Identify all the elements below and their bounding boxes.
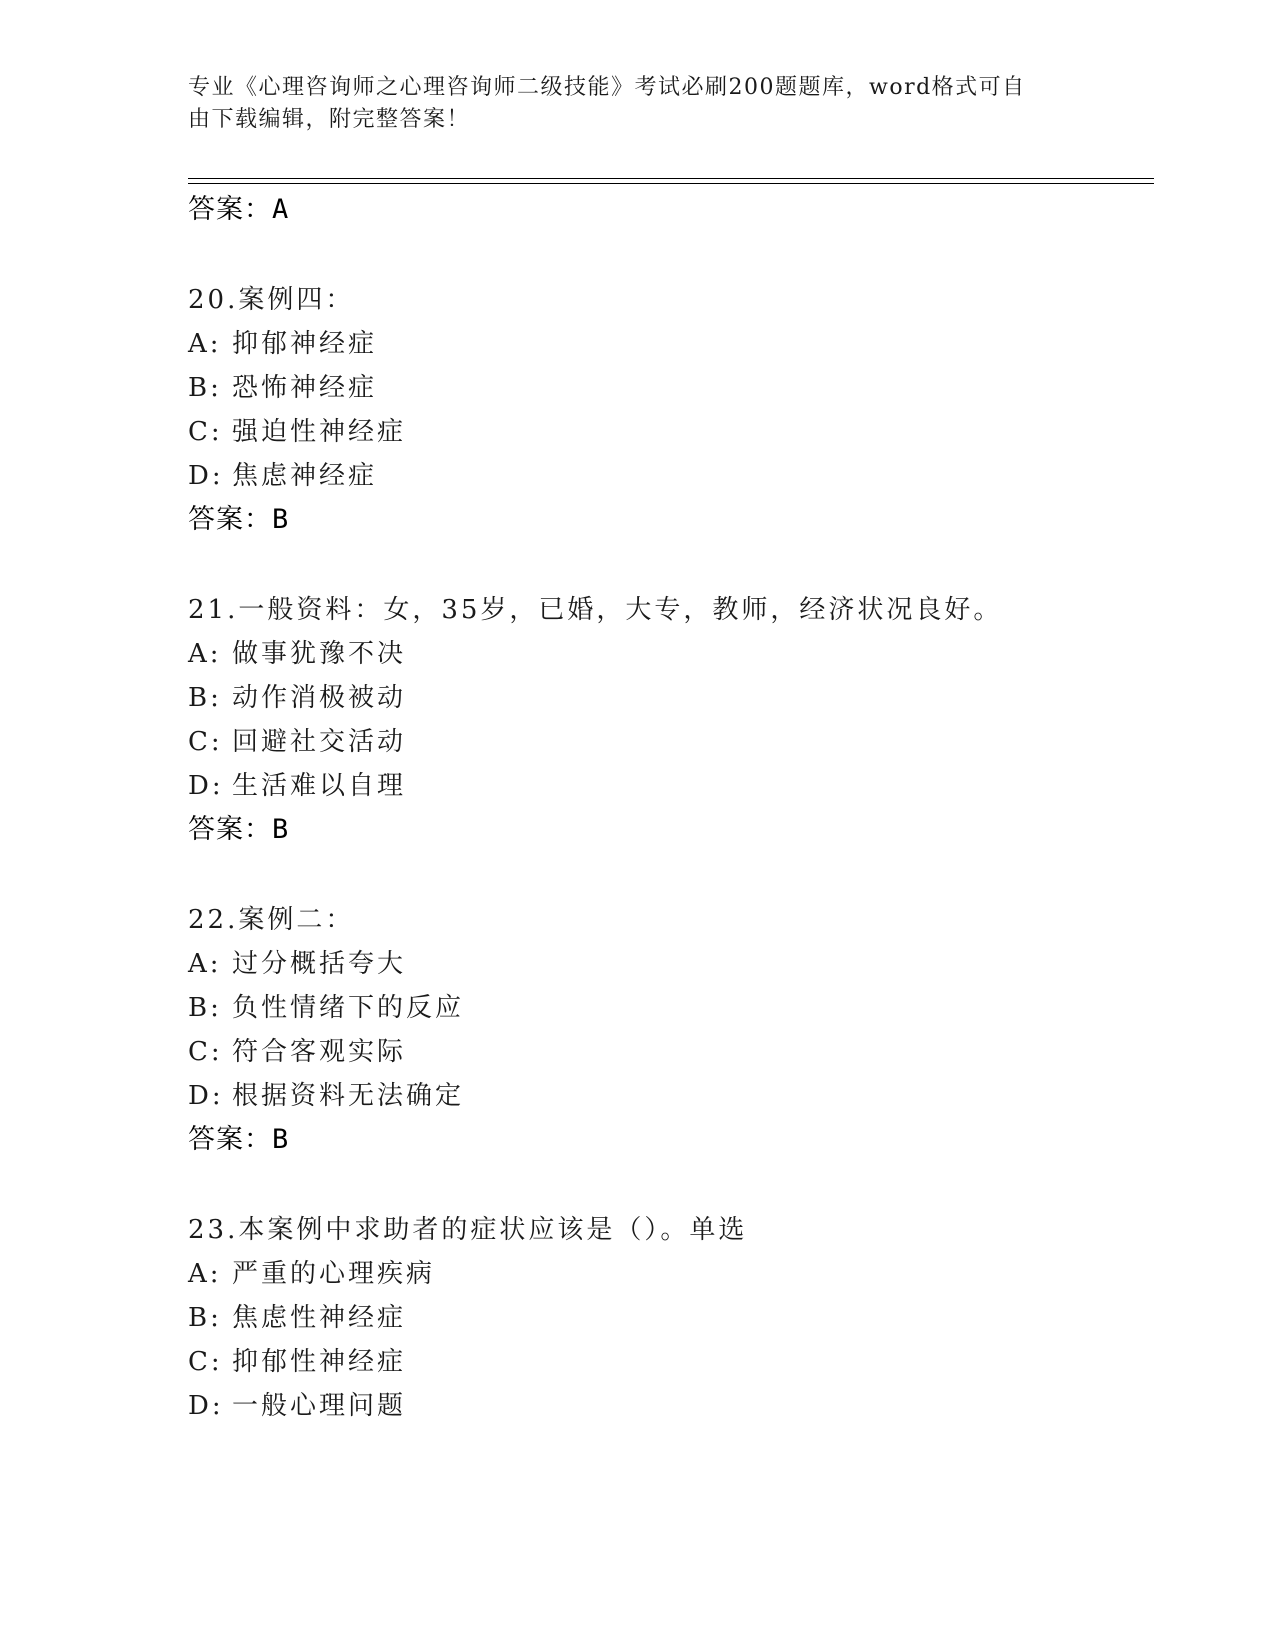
option-key: C: <box>188 1037 223 1067</box>
option-b <box>188 678 406 718</box>
option-key: D: <box>188 1081 224 1111</box>
option-d <box>188 766 406 806</box>
question-stem: 22.案例二： <box>188 905 355 935</box>
option-text: 强迫性神经症 <box>232 417 407 447</box>
option-key: B: <box>188 1303 222 1333</box>
answer-line: 答案：B <box>188 1124 290 1155</box>
option-text: 过分概括夸大 <box>232 949 407 979</box>
option-key: A: <box>188 329 222 359</box>
option-c <box>188 412 406 452</box>
option-text: 动作消极被动 <box>232 683 407 713</box>
option-key: C: <box>188 1347 223 1377</box>
option-key: B: <box>188 993 222 1023</box>
document-header <box>188 72 1068 136</box>
option-text: 焦虑神经症 <box>232 461 378 491</box>
option-a <box>188 324 377 364</box>
option-c <box>188 722 406 762</box>
header-divider-top <box>188 178 1154 179</box>
header-line-2: 由下载编辑，附完整答案！ <box>188 107 471 132</box>
option-key: A: <box>188 1259 222 1289</box>
option-d <box>188 456 377 496</box>
option-text: 做事犹豫不决 <box>232 639 407 669</box>
option-text: 生活难以自理 <box>232 771 407 801</box>
option-text: 符合客观实际 <box>232 1037 407 1067</box>
option-a <box>188 634 406 674</box>
answer-line: 答案：A <box>188 194 290 225</box>
option-key: A: <box>188 949 222 979</box>
option-key: B: <box>188 373 222 403</box>
option-b <box>188 988 464 1028</box>
header-line-1: 专业《心理咨询师之心理咨询师二级技能》考试必刷200题题库，word格式可自 <box>188 75 1026 100</box>
option-key: C: <box>188 727 223 757</box>
option-c <box>188 1342 406 1382</box>
question-stem: 21.一般资料：女，35岁，已婚，大专，教师，经济状况良好。 <box>188 595 1003 625</box>
answer-line: 答案：B <box>188 504 290 535</box>
option-key: D: <box>188 461 224 491</box>
option-a <box>188 944 406 984</box>
option-text: 抑郁神经症 <box>232 329 378 359</box>
option-key: C: <box>188 417 223 447</box>
option-text: 一般心理问题 <box>232 1391 407 1421</box>
option-b <box>188 1298 406 1338</box>
option-key: D: <box>188 1391 224 1421</box>
option-text: 抑郁性神经症 <box>232 1347 407 1377</box>
option-text: 焦虑性神经症 <box>232 1303 407 1333</box>
option-key: A: <box>188 639 222 669</box>
option-d <box>188 1076 464 1116</box>
option-b <box>188 368 377 408</box>
option-text: 负性情绪下的反应 <box>232 993 465 1023</box>
answer-line: 答案：B <box>188 814 290 845</box>
option-text: 恐怖神经症 <box>232 373 378 403</box>
option-text: 严重的心理疾病 <box>232 1259 436 1289</box>
question-stem: 23.本案例中求助者的症状应该是（）。单选 <box>188 1215 748 1245</box>
option-key: B: <box>188 683 222 713</box>
option-a <box>188 1254 435 1294</box>
option-text: 根据资料无法确定 <box>232 1081 465 1111</box>
option-key: D: <box>188 771 224 801</box>
option-text: 回避社交活动 <box>232 727 407 757</box>
option-d <box>188 1386 406 1426</box>
header-divider-bottom <box>188 183 1154 184</box>
option-c <box>188 1032 406 1072</box>
question-stem: 20.案例四： <box>188 285 355 315</box>
